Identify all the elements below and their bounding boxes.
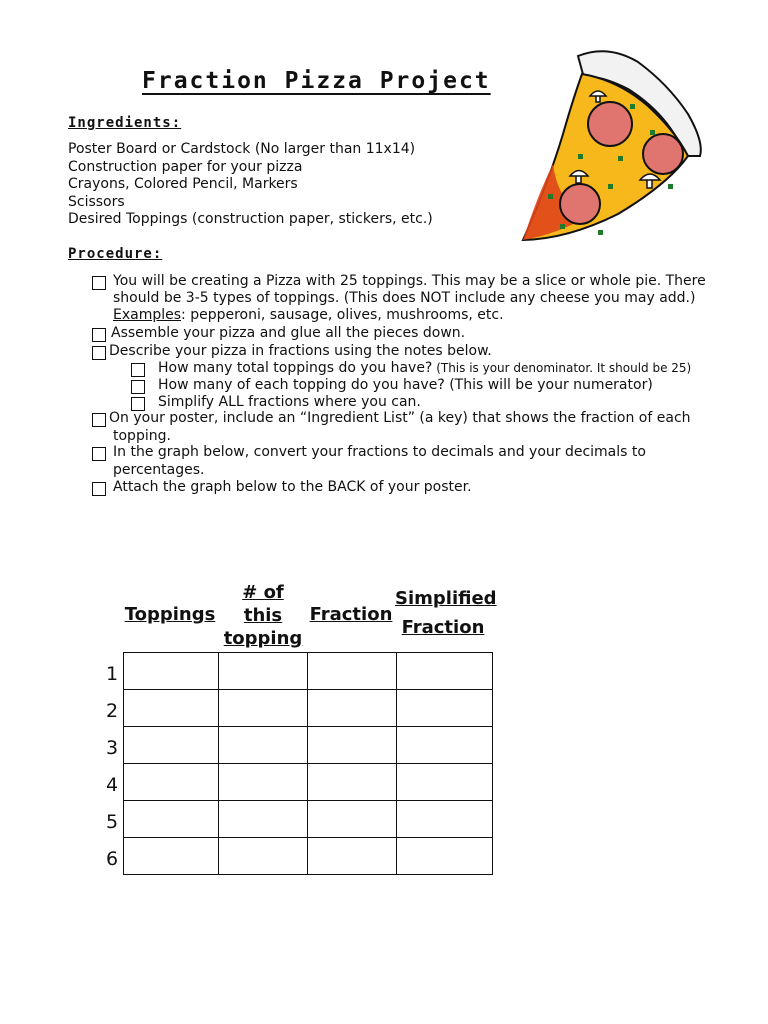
table-row [124,801,493,838]
green-pepper [608,184,613,189]
step3-checkbox[interactable] [92,346,106,360]
step1-checkbox[interactable] [92,276,106,290]
ingredient-item: Scissors [68,193,125,210]
step1-line1: You will be creating a Pizza with 25 toppings. This may be a slice or whole pie. There [113,273,706,289]
green-pepper [668,184,673,189]
green-pepper [548,194,553,199]
cell-toppings[interactable] [124,801,219,838]
header-count-line3: topping [223,628,303,649]
page-title: Fraction Pizza Project [142,68,491,94]
ingredient-item: Poster Board or Cardstock (No larger than 11x14) [68,141,416,157]
green-pepper [650,130,655,135]
cell-fraction[interactable] [308,690,397,727]
cell-simplified[interactable] [397,653,493,690]
cell-simplified[interactable] [397,801,493,838]
green-pepper [630,104,635,109]
cell-toppings[interactable] [124,727,219,764]
header-simplified-line1: Simplified [395,588,497,609]
ingredient-item: Desired Toppings (construction paper, stickers, etc.) [68,211,433,227]
table-row [124,764,493,801]
green-pepper [618,156,623,161]
cell-simplified[interactable] [397,838,493,875]
cell-fraction[interactable] [308,838,397,875]
sub2-checkbox[interactable] [131,380,145,394]
step4-line1: On your poster, include an “Ingredient List” (a key) that shows the fraction of each [109,410,691,426]
examples-text: : pepperoni, sausage, olives, mushrooms, etc. [181,307,504,323]
step3-text: Describe your pizza in fractions using the notes below. [109,343,492,359]
cell-fraction[interactable] [308,801,397,838]
step5-line2: percentages. [113,462,205,478]
step5-line1: In the graph below, convert your fractions to decimals and your decimals to [113,444,646,460]
cell-count[interactable] [219,690,308,727]
header-simplified-line2: Fraction [401,617,485,638]
ingredient-item: Construction paper for your pizza [68,158,303,175]
fraction-table [123,652,493,875]
header-toppings: Toppings [124,604,216,625]
cell-count[interactable] [219,838,308,875]
cell-count[interactable] [219,764,308,801]
table-row [124,653,493,690]
cell-fraction[interactable] [308,727,397,764]
green-pepper [560,224,565,229]
row-number: 1 [105,663,119,685]
step1-line2: should be 3-5 types of toppings. (This does NOT include any cheese you may add.) [113,290,696,306]
ingredients-heading: Ingredients: [68,115,182,131]
examples-label: Examples [113,307,182,323]
cell-simplified[interactable] [397,690,493,727]
table-row [124,838,493,875]
step6-checkbox[interactable] [92,482,106,496]
sub1-note: (This is your denominator. It should be 25) [432,361,692,375]
sub1-text [158,360,691,378]
step2-text: Assemble your pizza and glue all the pieces down. [111,325,466,341]
step4-line2: topping. [113,428,171,444]
header-count-line2: this [243,605,283,626]
header-fraction: Fraction [309,604,393,625]
procedure-heading: Procedure: [68,246,163,262]
row-number: 6 [105,848,119,870]
header-count-line1: # of [242,582,284,603]
step4-checkbox[interactable] [92,413,106,427]
cell-count[interactable] [219,727,308,764]
cell-count[interactable] [219,653,308,690]
cell-count[interactable] [219,801,308,838]
step5-checkbox[interactable] [92,447,106,461]
cell-toppings[interactable] [124,690,219,727]
row-number: 5 [105,811,119,833]
sub3-checkbox[interactable] [131,397,145,411]
green-pepper [578,154,583,159]
cell-simplified[interactable] [397,764,493,801]
table-row [124,727,493,764]
pizza-slice-illustration [518,44,708,244]
sub3-text: Simplify ALL fractions where you can. [158,394,421,410]
cell-fraction[interactable] [308,653,397,690]
pepperoni [643,134,683,174]
step2-checkbox[interactable] [92,328,106,342]
sub1-checkbox[interactable] [131,363,145,377]
ingredient-item: Crayons, Colored Pencil, Markers [68,176,298,192]
step1-examples [113,307,504,325]
row-number: 3 [105,737,119,759]
sub1-main: How many total toppings do you have? [158,360,433,376]
cell-simplified[interactable] [397,727,493,764]
ingredients-list [68,141,433,229]
cell-toppings[interactable] [124,764,219,801]
cell-toppings[interactable] [124,653,219,690]
sub2-text: How many of each topping do you have? (This will be your numerator) [158,377,653,393]
cell-toppings[interactable] [124,838,219,875]
table-row [124,690,493,727]
pepperoni [560,184,600,224]
cell-fraction[interactable] [308,764,397,801]
row-number: 4 [105,774,119,796]
green-pepper [598,230,603,235]
row-number: 2 [105,700,119,722]
pepperoni [588,102,632,146]
step6-text: Attach the graph below to the BACK of your poster. [113,479,472,495]
